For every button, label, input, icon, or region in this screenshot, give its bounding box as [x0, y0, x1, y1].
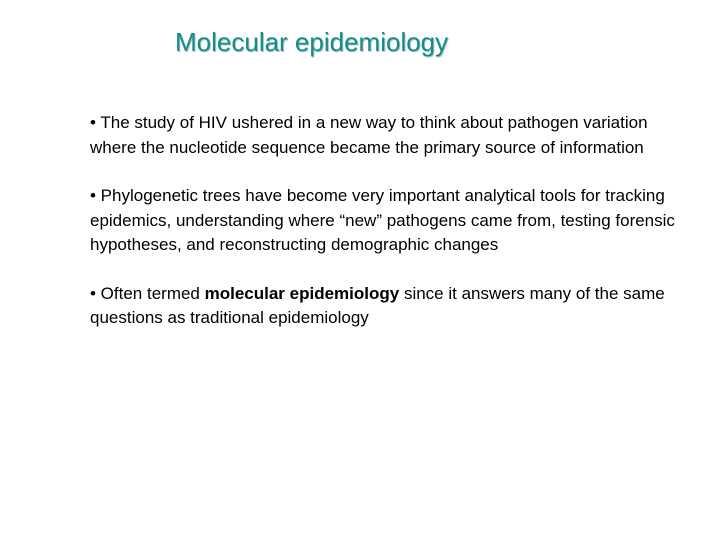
- bold-term-molecular-epidemiology: molecular epidemiology: [204, 283, 400, 303]
- bullet-phylogenetic-trees: • Phylogenetic trees have become very important analytical tools for tracking epidemics, understanding where “new” pathogens came from, testing forensic hypotheses, and reconstructing demographic changes: [90, 186, 675, 254]
- bullet-molecular-epidemiology: [90, 282, 675, 331]
- slide-title: Molecular epidemiology: [175, 27, 449, 57]
- bullet-hiv-study: • The study of HIV ushered in a new way to think about pathogen variation where the nucleotide sequence became the primary source of information: [90, 113, 648, 157]
- bullet-3-suffix: since it answers many of the same questions as traditional epidemiology: [90, 283, 665, 327]
- slide-body: [90, 111, 675, 355]
- bullet-3-prefix: • Often termed: [90, 283, 205, 303]
